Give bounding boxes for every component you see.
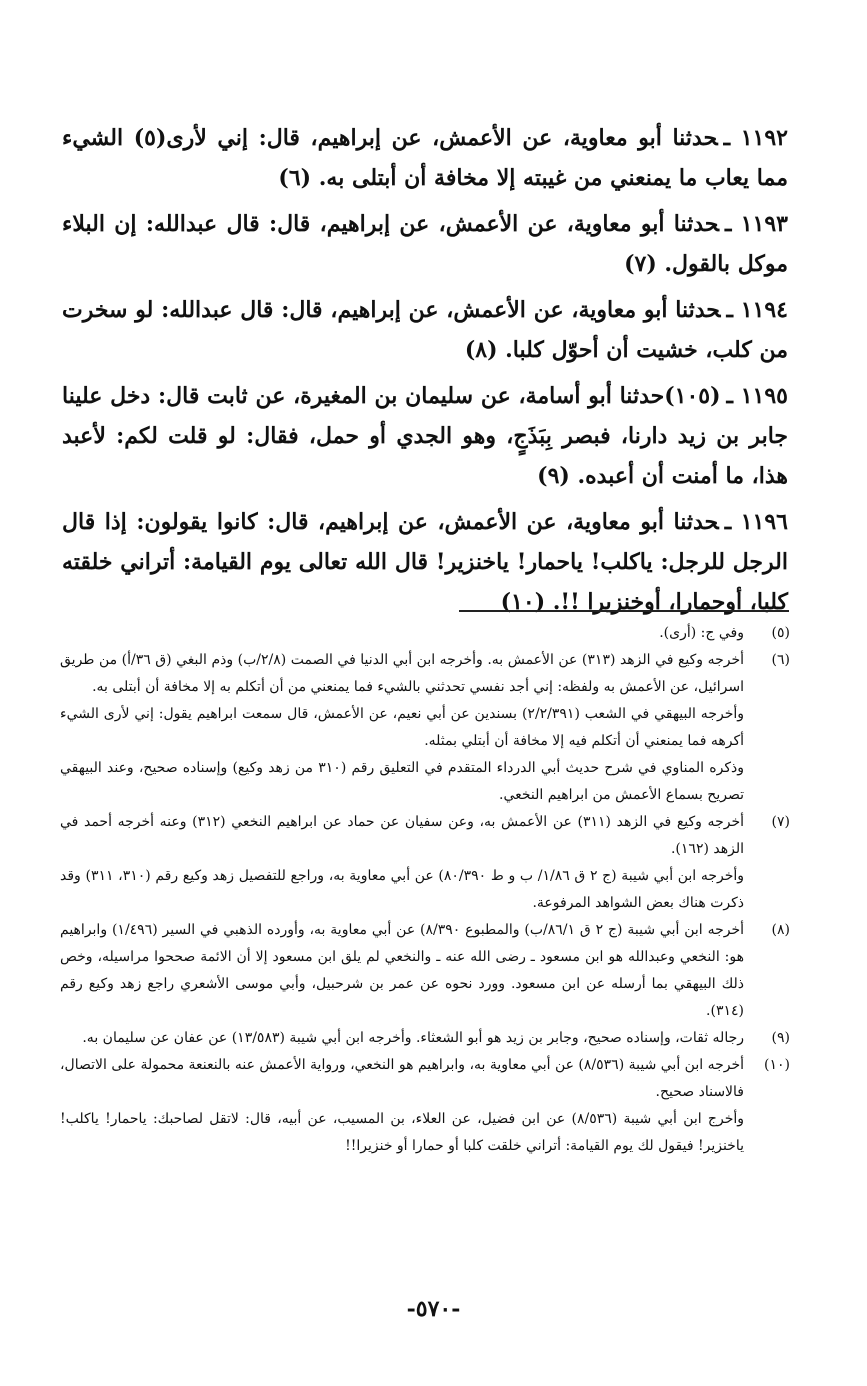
footnote-text: وأخرجه ابن أبي شيبة (ج ٢ ق ١/٨٦/ ب و ط ٨٠/٣٩٠) عن أبي معاوية به، وراجع للتفصيل زهد وكيع رقم (٣١٠، ٣١١) وقد ذكرت هناك بعض الشواهد المرفوعة. [60,868,745,911]
hadith-paragraph [62,118,788,198]
hadith-number: ١١٩٦ ـ [724,509,788,535]
footnote-text: أخرجه وكيع في الزهد (٣١٣) عن الأعمش به. وأخرجه ابن أبي الدنيا في الصمت (٢/٨/ب) وذم البغي (ق ٣٦/أ) من طريق اسرائيل، عن الأعمش به ولفظه: إني أجد نفسي تحدثني بالشيء فما يمنعني من أن أتكلم به إلا مخافة أن أبتلى به. [60,652,745,695]
footnote-text: وأخرج ابن أبي شيبة (٨/٥٣٦) عن ابن فضيل، عن العلاء، بن المسيب، عن أبيه، قال: لاتقل لصاحبك: ياحمار! ياكلب! ياخنزير! فيقول لك يوم القيامة: أتراني خلقت كلبا أو حمارا أو خنزيرا!! [60,1111,744,1154]
hadith-text: حدثنا أبو معاوية، عن الأعمش، عن إبراهيم، قال: قال عبدالله: لو سخرت من كلب، خشيت أن أحوّل كلبا. (٨) [62,297,788,363]
footnote [60,1052,790,1160]
footnote-number: (٩) [771,1030,790,1046]
hadith-text: حدثنا أبو معاوية، عن الأعمش، عن إبراهيم، قال: قال عبدالله: إن البلاء موكل بالقول. (٧) [62,211,788,277]
footnote-text: أخرجه ابن أبي شيبة (ج ٢ ق ٨٦/١/ب) والمطبوع ٨/٣٩٠) عن أبي معاوية به، وأورده الذهبي في السير (١/٤٩٦) وابراهيم هو: النخعي وعبدالله هو ابن مسعود ـ رضى الله عنه ـ والنخعي لم يلق ابن مسعود إلا أن الائمة صححوا مراسيله، وخص ذلك البيهقي بما أرسله عن ابن مسعود. وورد نحوه عن عمر بن شرحبيل، وأبي موسى الأشعري راجع زهد وكيع رقم (٣١٤). [60,922,744,1019]
hadith-paragraph [62,290,788,370]
hadith-paragraph [62,204,788,284]
hadith-number: ١١٩٥ ـ [726,383,788,409]
hadith-text: حدثنا أبو معاوية، عن الأعمش، عن إبراهيم، قال: إني لأرى(٥) الشيء مما يعاب ما يمنعني من غيبته إلا مخافة أن أبتلى به. (٦) [62,125,788,191]
footnote-text: وأخرجه البيهقي في الشعب (٢/٢/٣٩١) بسندين عن أبي نعيم، عن الأعمش، قال سمعت ابراهيم يقول: إني لأرى الشيء أكرهه فما يمنعني أن أتكلم فيه إلا مخافة أن أبتلي بمثله. [60,706,744,749]
hadith-number: ١١٩٣ ـ [724,211,788,237]
footnote-text: وذكره المناوي في شرح حديث أبي الدرداء المتقدم في التعليق رقم (٣١٠ من زهد وكيع) وإسناده صحيح، وعند البيهقي تصريح بسماع الأعمش من ابراهيم النخعي. [60,760,744,803]
footnote [60,647,790,809]
footnote-text: رجاله ثقات، وإسناده صحيح، وجابر بن زيد هو أبو الشعثاء. وأخرجه ابن أبي شيبة (١٣/٥٨٣) عن عفان عن سليمان به. [82,1030,744,1046]
footnote-text: أخرجه وكيع في الزهد (٣١١) عن الأعمش به، وعن سفيان عن حماد عن ابراهيم النخعي (٣١٢) وعنه أخرجه أحمد في الزهد (١٦٢). [60,814,744,857]
footnote-number: (٧) [771,814,790,830]
footnote-number: (٥) [771,625,790,641]
footnotes [60,620,790,1160]
footnote [60,917,790,1025]
footnote-text: أخرجه ابن أبي شيبة (٨/٥٣٦) عن أبي معاوية به، وابراهيم هو النخعي، ورواية الأعمش عنه بالنعنعة محمولة على الاتصال، فالاسناد صحيح. [60,1057,744,1100]
footnote [60,809,790,917]
hadith-paragraph [62,376,788,496]
footnote-number: (١٠) [764,1057,790,1073]
hadith-number: ١١٩٢ ـ [723,125,788,151]
hadith-text: حدثنا أبو معاوية، عن الأعمش، عن إبراهيم، قال: كانوا يقولون: إذا قال الرجل للرجل: ياكلب! ياحمار! ياخنزير! قال الله تعالى يوم القيامة: أتراني خلقته كلبا، أوحمارا، أوخنزيرا !!. (١٠) [62,509,788,615]
footnote-separator [459,610,789,612]
footnote [60,1025,790,1052]
hadith-text: (١٠٥)حدثنا أبو أسامة، عن سليمان بن المغيرة، عن ثابت قال: دخل علينا جابر بن زيد دارنا، فبصر بِبَذَجٍ، وهو الجدي أو حمل، فقال: لو قلت لكم: لأعبد هذا، ما أمنت أن أعبده. (٩) [62,383,788,489]
footnote-number: (٨) [771,922,790,938]
hadith-number: ١١٩٤ ـ [726,297,788,323]
main-text [62,118,788,628]
footnote-text: وفي ج: (أرى). [659,625,744,641]
page-number: -٥٧٠- [406,1296,461,1322]
footnote [60,620,790,647]
footnote-number: (٦) [771,652,790,668]
hadith-paragraph [62,502,788,622]
